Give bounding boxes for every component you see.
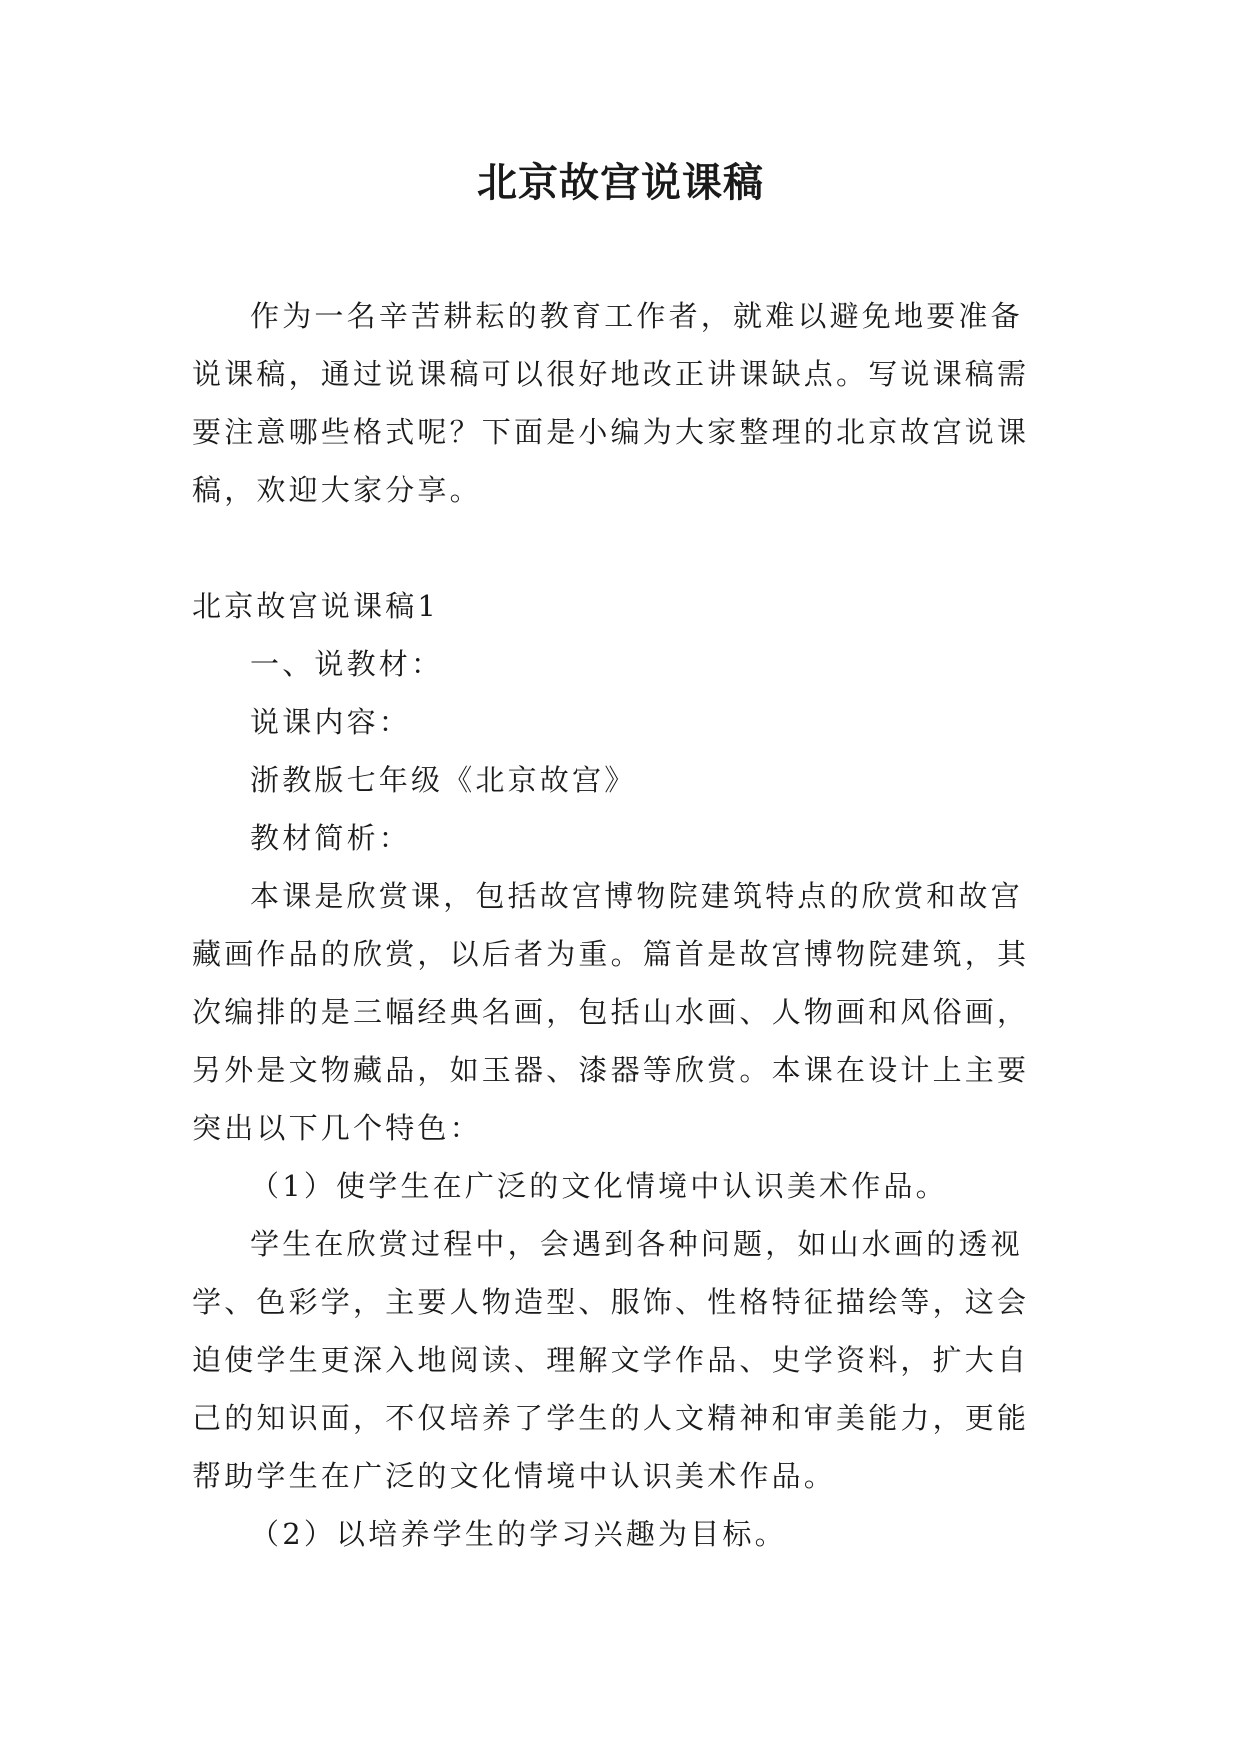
feature-item-1: （1）使学生在广泛的文化情境中认识美术作品。: [250, 1169, 948, 1203]
intro-block: [192, 287, 1052, 519]
document-title: 北京故宫说课稿: [477, 159, 764, 206]
outline-heading-textbook: 一、说教材：: [250, 647, 444, 681]
intro-paragraph: 作为一名辛苦耕耘的教育工作者，就难以避免地要准备说课稿，通过说课稿可以很好地改正讲课缺点。写说课稿需要注意哪些格式呢？下面是小编为大家整理的北京故宫说课稿，欢迎大家分享。: [192, 299, 1030, 507]
label-lesson-content: 说课内容：: [250, 705, 412, 739]
main-content: [192, 577, 1052, 1563]
paragraph-analysis: 本课是欣赏课，包括故宫博物院建筑特点的欣赏和故宫藏画作品的欣赏，以后者为重。篇首是故宫博物院建筑，其次编排的是三幅经典名画，包括山水画、人物画和风俗画，另外是文物藏品，如玉器、漆器等欣赏。本课在设计上主要突出以下几个特色：: [192, 879, 1030, 1145]
section-heading: 北京故宫说课稿1: [192, 589, 440, 623]
textbook-edition: 浙教版七年级《北京故宫》: [250, 763, 637, 797]
feature-item-2: （2）以培养学生的学习兴趣为目标。: [250, 1517, 787, 1551]
label-textbook-analysis: 教材简析：: [250, 821, 412, 855]
paragraph-feature-1-detail: 学生在欣赏过程中，会遇到各种问题，如山水画的透视学、色彩学，主要人物造型、服饰、性格特征描绘等，这会迫使学生更深入地阅读、理解文学作品、史学资料，扩大自己的知识面，不仅培养了学生的人文精神和审美能力，更能帮助学生在广泛的文化情境中认识美术作品。: [192, 1227, 1030, 1493]
